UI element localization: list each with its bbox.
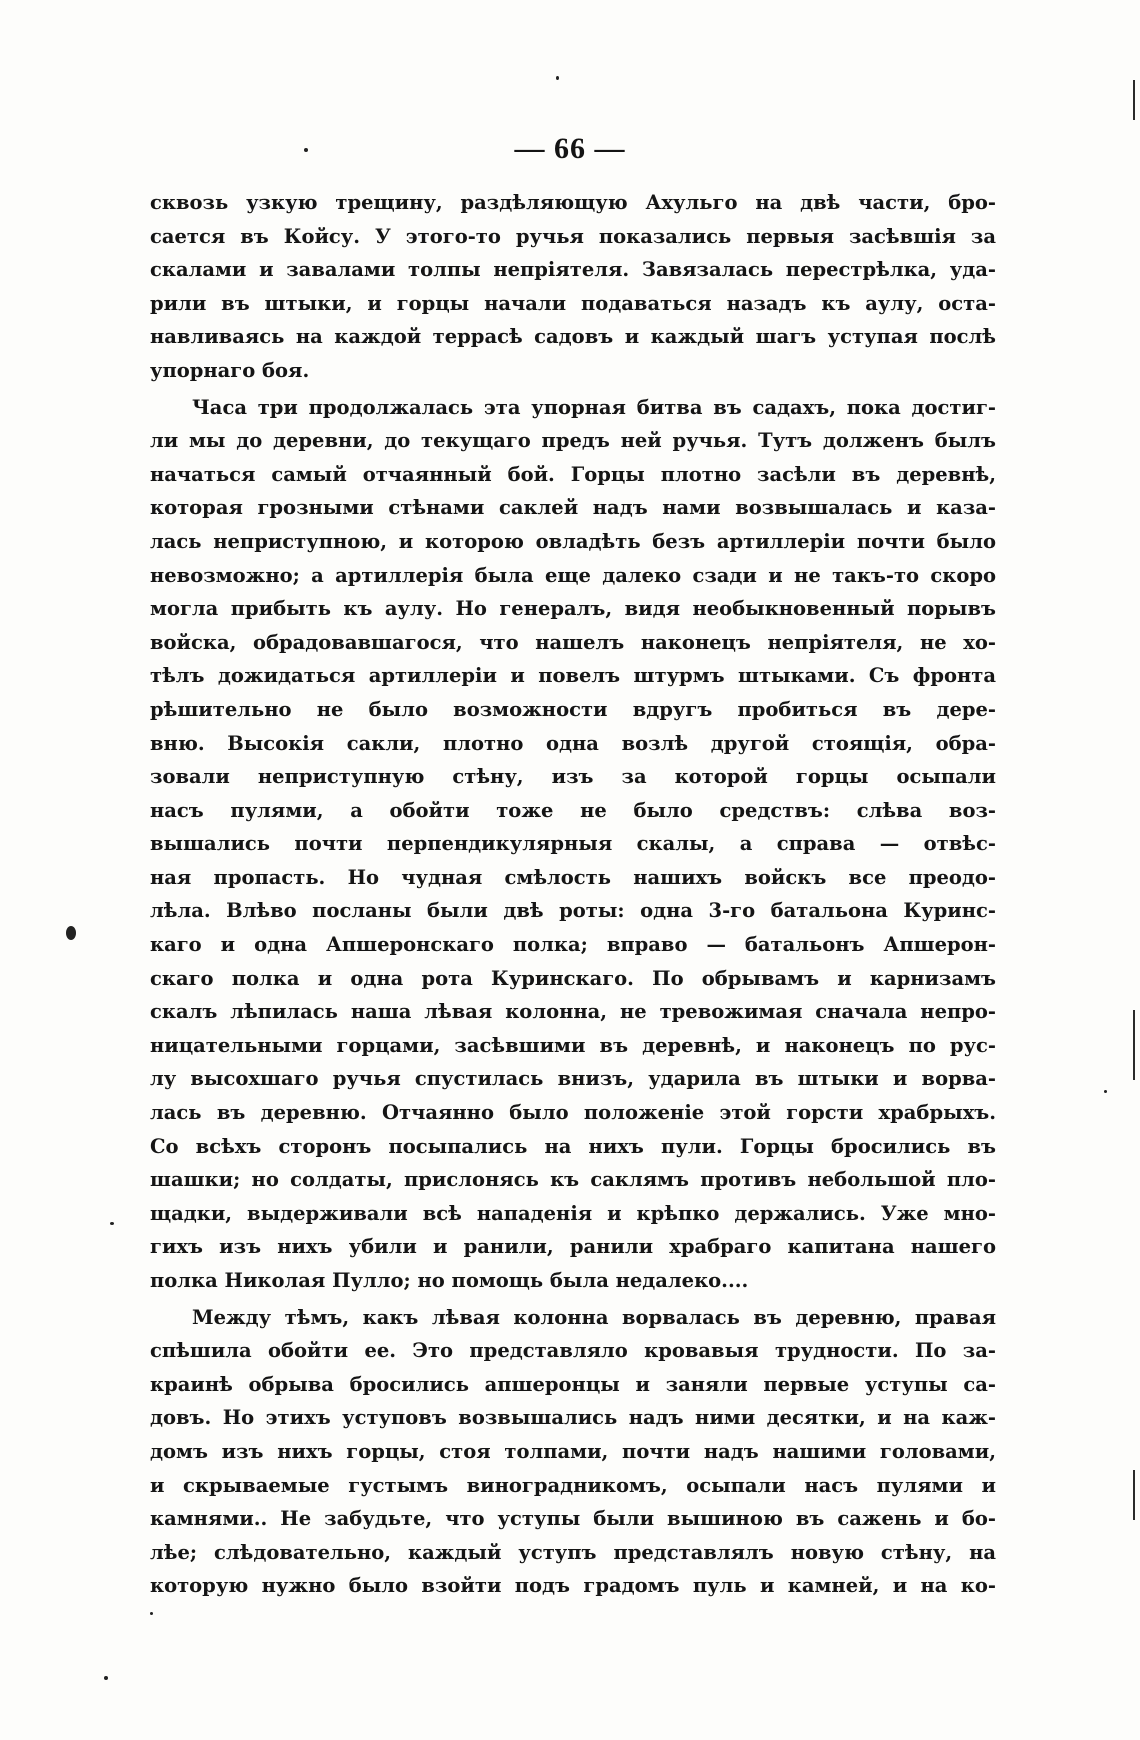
scan-speck xyxy=(110,1222,114,1225)
text-line: ницательными горцами, засѣвшими въ деревнѣ, и наконецъ по рус- xyxy=(150,1033,996,1057)
text-line: спѣшила обойти ее. Это представляло кровавыя трудности. По за- xyxy=(150,1339,996,1363)
text-line: упорнаго боя. xyxy=(150,358,310,382)
paragraph-3 xyxy=(150,1301,996,1603)
body-text xyxy=(150,186,996,1606)
text-line: тѣлъ дожидаться артиллеріи и повелъ штурмъ штыками. Съ фронта xyxy=(150,664,996,688)
scan-speck xyxy=(1104,1090,1107,1093)
text-line: краинѣ обрыва бросились апшеронцы и заняли первые уступы са- xyxy=(150,1372,996,1396)
text-line: домъ изъ нихъ горцы, стоя толпами, почти надъ нашими головами, xyxy=(150,1439,996,1463)
text-line: лѣла. Влѣво посланы были двѣ роты: одна 3-го батальона Куринс- xyxy=(150,899,996,923)
text-line: вышались почти перпендикулярныя скалы, а справа — отвѣс- xyxy=(150,832,996,856)
text-line: Часа три продолжалась эта упорная битва въ садахъ, пока достиг- xyxy=(192,395,996,419)
text-line: камнями.. Не забудьте, что уступы были вышиною въ сажень и бо- xyxy=(150,1507,996,1531)
text-line: рили въ штыки, и горцы начали подаваться назадъ къ аулу, оста- xyxy=(150,291,996,315)
text-line: вню. Высокія сакли, плотно одна возлѣ другой стоящія, обра- xyxy=(150,731,996,755)
text-line: войска, обрадовавшагося, что нашелъ наконецъ непріятеля, не хо- xyxy=(150,630,996,654)
scan-speck xyxy=(104,1676,108,1680)
text-line: зовали неприступную стѣну, изъ за которой горцы осыпали xyxy=(150,765,996,789)
paragraph-1 xyxy=(150,186,996,388)
scan-speck xyxy=(304,148,308,152)
paragraph-2 xyxy=(150,391,996,1298)
text-line: полка Николая Пулло; но помощь была недалеко.... xyxy=(150,1269,749,1292)
text-line: которая грозными стѣнами саклей надъ нами возвышалась и каза- xyxy=(150,496,996,520)
text-line: которую нужно было взойти подъ градомъ пуль и камней, и на ко- xyxy=(150,1574,996,1598)
text-line: ли мы до деревни, до текущаго предъ ней ручья. Тутъ долженъ былъ xyxy=(150,429,996,453)
text-line: скалами и завалами толпы непріятеля. Завязалась перестрѣлка, уда- xyxy=(150,258,996,282)
text-line: довъ. Но этихъ уступовъ возвышались надъ ними десятки, и на каж- xyxy=(150,1406,996,1430)
text-line: сквозь узкую трещину, раздѣляющую Ахульго на двѣ части, бро- xyxy=(150,191,996,214)
scan-speck xyxy=(150,1612,153,1615)
text-line: и скрываемые густымъ виноградникомъ, осыпали насъ пулями и xyxy=(150,1473,996,1497)
text-line: Со всѣхъ сторонъ посыпались на нихъ пули. Горцы бросились въ xyxy=(150,1134,996,1158)
text-line: скаго полка и одна рота Куринскаго. По обрывамъ и карнизамъ xyxy=(150,966,996,990)
page-number: — 66 — xyxy=(514,132,626,165)
scan-speck xyxy=(66,926,76,940)
text-line: ная пропасть. Но чудная смѣлость нашихъ войскъ все преодо- xyxy=(150,865,996,889)
text-line: лу высохшаго ручья спустилась внизъ, ударила въ штыки и ворва- xyxy=(150,1067,996,1091)
scan-edge-mark xyxy=(1133,1010,1135,1080)
text-line: скалъ лѣпилась наша лѣвая колонна, не тревожимая сначала непро- xyxy=(150,1000,996,1024)
text-line: сается въ Койсу. У этого-то ручья показались первыя засѣвшія за xyxy=(150,224,996,248)
text-line: каго и одна Апшеронскаго полка; вправо — батальонъ Апшерон- xyxy=(150,933,996,957)
scan-edge-mark xyxy=(1133,80,1135,120)
text-line: насъ пулями, а обойти тоже не было средствъ: слѣва воз- xyxy=(150,798,996,822)
text-line: невозможно; а артиллерія была еще далеко сзади и не такъ-то скоро xyxy=(150,563,996,587)
text-line: могла прибыть къ аулу. Но генералъ, видя необыкновенный порывъ xyxy=(150,597,996,621)
text-line: шашки; но солдаты, прислонясь къ саклямъ противъ небольшой пло- xyxy=(150,1168,996,1192)
scan-speck xyxy=(556,76,559,80)
text-line: навливаясь на каждой террасѣ садовъ и каждый шагъ уступая послѣ xyxy=(150,325,996,349)
text-line: щадки, выдерживали всѣ нападенія и крѣпко держались. Уже мно- xyxy=(150,1201,996,1225)
text-line: Между тѣмъ, какъ лѣвая колонна ворвалась въ деревню, правая xyxy=(192,1305,996,1329)
text-line: гихъ изъ нихъ убили и ранили, ранили храбраго капитана нашего xyxy=(150,1235,996,1259)
text-line: начаться самый отчаянный бой. Горцы плотно засѣли въ деревнѣ, xyxy=(150,462,996,486)
text-line: лась неприступною, и которою овладѣть безъ артиллеріи почти было xyxy=(150,529,996,553)
text-line: лѣе; слѣдовательно, каждый уступъ представлялъ новую стѣну, на xyxy=(150,1540,996,1564)
text-line: лась въ деревню. Отчаянно было положеніе этой горсти храбрыхъ. xyxy=(150,1101,996,1125)
text-line: рѣшительно не было возможности вдругъ пробиться въ дере- xyxy=(150,697,996,721)
scan-edge-mark xyxy=(1133,1470,1135,1520)
